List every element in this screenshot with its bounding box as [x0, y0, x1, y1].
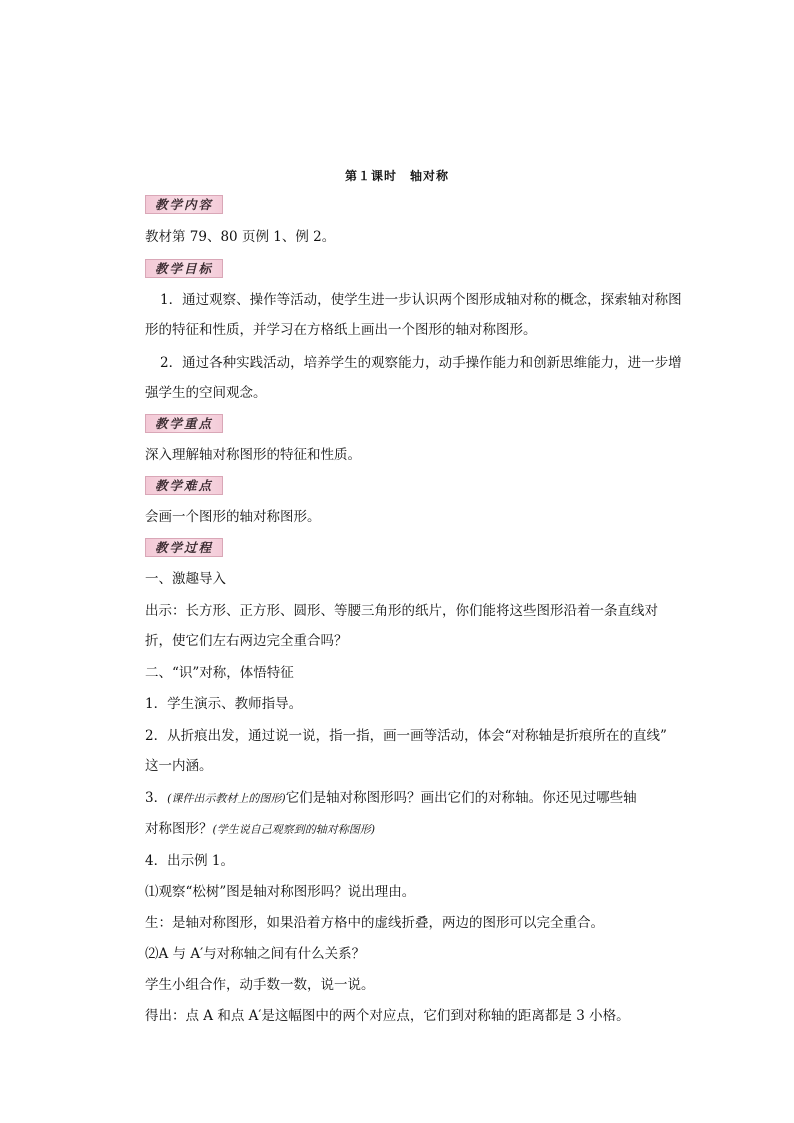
process-p9: 生：是轴对称图形，如果沿着方格中的虚线折叠，两边的图形可以完全重合。	[145, 915, 604, 931]
process-p2-line-1: 出示：长方形、正方形、圆形、等腰三角形的纸片，你们能将这些图形沿着一条直线对	[145, 603, 658, 619]
section-badge-process: 教学过程	[145, 538, 223, 557]
goal-2-line-2: 强学生的空间观念。	[145, 385, 267, 401]
process-p6-line-2	[145, 819, 650, 840]
process-p1: 一、激趣导入	[145, 571, 226, 587]
process-p6-text-2: 对称图形？	[145, 821, 213, 837]
section-badge-goals: 教学目标	[145, 259, 223, 278]
section-badge-difficulty: 教学难点	[145, 476, 223, 495]
process-p12: 得出：点 A 和点 A′是这幅图中的两个对应点，它们到对称轴的距离都是 3 小格。	[145, 1008, 630, 1024]
process-p5-line-2: 这一内涵。	[145, 758, 213, 774]
process-p11: 学生小组合作，动手数一数，说一说。	[145, 977, 375, 993]
content-text: 教材第 79、80 页例 1、例 2。	[145, 229, 336, 245]
process-p2-line-2: 折，使它们左右两边完全重合吗？	[145, 633, 348, 649]
lesson-title: 第１课时 轴对称	[344, 169, 449, 183]
goal-2-line-1: 2．通过各种实践活动，培养学生的观察能力，动手操作能力和创新思维能力，进一步增	[160, 355, 682, 371]
goal-1-line-1: 1．通过观察、操作等活动，使学生进一步认识两个图形成轴对称的概念，探索轴对称图	[160, 292, 682, 308]
process-p6-note-1: (课件出示教材上的图形)	[167, 792, 286, 805]
section-badge-key: 教学重点	[145, 414, 223, 433]
process-p10: ⑵A 与 A′与对称轴之间有什么关系？	[145, 946, 366, 962]
process-p4: 1．学生演示、教师指导。	[145, 696, 303, 712]
process-p6-note-2: (学生说自己观察到的轴对称图形)	[212, 823, 376, 836]
section-badge-content: 教学内容	[145, 195, 223, 214]
key-text: 深入理解轴对称图形的特征和性质。	[145, 447, 361, 463]
process-p7: 4．出示例 1。	[145, 853, 234, 869]
process-p6-line-1	[145, 788, 650, 809]
process-p3: 二、“识”对称，体悟特征	[145, 665, 294, 681]
difficulty-text: 会画一个图形的轴对称图形。	[145, 509, 321, 525]
process-p5-line-1: 2．从折痕出发，通过说一说，指一指，画一画等活动，体会“对称轴是折痕所在的直线”	[145, 728, 667, 744]
goal-1-line-2: 形的特征和性质，并学习在方格纸上画出一个图形的轴对称图形。	[145, 322, 537, 338]
process-p8: ⑴观察“松树”图是轴对称图形吗？说出理由。	[145, 884, 416, 900]
process-p6-number: 3．	[145, 790, 168, 806]
process-p6-text-1: 它们是轴对称图形吗？画出它们的对称轴。你还见过哪些轴	[285, 790, 637, 806]
